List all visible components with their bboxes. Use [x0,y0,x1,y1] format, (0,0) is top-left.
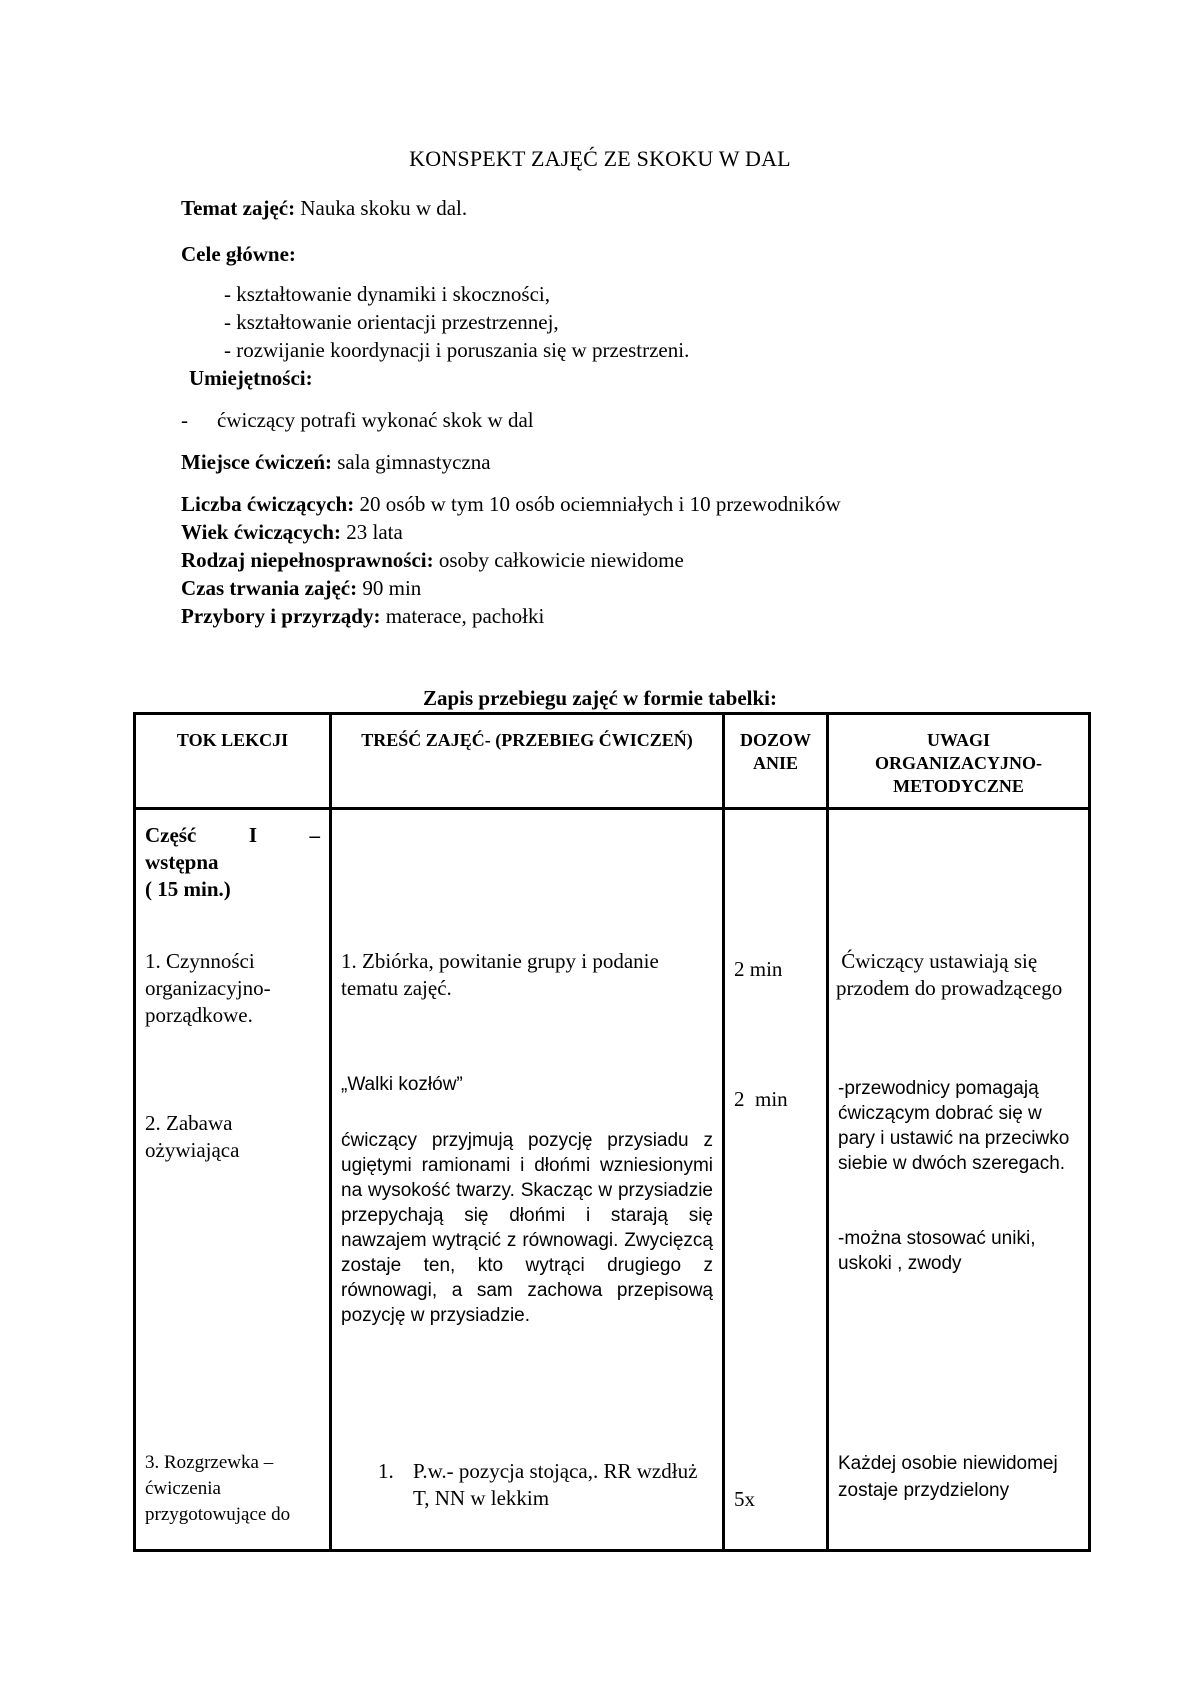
header-cell: TREŚĆ ZAJĘĆ- (PRZEBIEG ĆWICZEŃ) [331,714,724,809]
duration-line: Czas trwania zajęć: 90 min [181,576,422,600]
participants-line: Liczba ćwiczących: 20 osób w tym 10 osób ociemniałych i 10 przewodników [181,492,841,516]
dose-column [724,809,828,1551]
content-title: „Walki kozłów” [341,1074,463,1095]
note-item: -można stosować uniki, uskoki , zwody [838,1228,1036,1274]
skills-item: - ćwiczący potrafi wykonać skok w dal [181,408,534,432]
header-cell: TOK LEKCJI [135,714,331,809]
goals-label: Cele główne: [181,242,296,266]
dose-value: 2 min [734,1087,788,1111]
header-cell: UWAGI ORGANIZACYJNO- METODYCZNE [828,714,1090,809]
age-line: Wiek ćwiczących: 23 lata [181,520,403,544]
document-title: KONSPEKT ZAJĘĆ ZE SKOKU W DAL [409,146,791,171]
topic-label: Temat zajęć: [181,196,296,220]
content-item: P.w.- pozycja stojąca,. RR wzdłuż T, NN w lekkim [413,1459,698,1510]
table-header-row [135,714,1090,809]
place-label: Miejsce ćwiczeń: [181,450,332,474]
goal-item: - kształtowanie orientacji przestrzennej, [224,310,559,334]
skills-label: Umiejętności: [189,366,313,390]
bullet-dash: - [181,408,188,432]
equipment-line: Przybory i przyrządy: materace, pachołki [181,604,545,628]
content-item: ćwiczący przyjmują pozycję przysiadu z ugiętymi ramionami i dłońmi wzniesionymi na wysokość twarzy. Skacząc w przysiadzie przepychają się dłońmi i starają się nawzajem wytrącić z równowagi. Zwycięzcą zostaje ten, kto wytrąci drugiego z równowagi, a sam zachowa przepisową pozycję w przysiadzie. [341,1130,713,1326]
content-column [331,809,724,1551]
stage-item: 2. Zabawa ożywiająca [145,1111,240,1162]
topic-line [181,196,467,221]
note-item: -przewodnicy pomagają ćwiczącym dobrać się w pary i ustawić na przeciwko siebie w dwóch szeregach. [838,1078,1070,1174]
dose-value: 5x [734,1487,755,1511]
notes-column [828,809,1090,1551]
stage-item: 3. Rozgrzewka – ćwiczenia przygotowujące do [145,1452,291,1525]
table-row [135,809,1090,1551]
place-value: sala gimnastyczna [337,450,491,474]
stage-item: 1. Czynności organizacyjno- porządkowe. [145,949,271,1027]
goal-item: - kształtowanie dynamiki i skoczności, [224,282,551,306]
goal-item: - rozwijanie koordynacji i poruszania się w przestrzeni. [224,338,690,362]
content-item: 1. Zbiórka, powitanie grupy i podanie tematu zajęć. [341,949,659,1000]
lesson-table [133,712,1091,1552]
stage-column [135,809,331,1551]
topic-value: Nauka skoku w dal. [300,196,468,220]
disability-line: Rodzaj niepełnosprawności: osoby całkowicie niewidome [181,548,684,572]
header-cell: DOZOW ANIE [724,714,828,809]
part-heading: Część I – wstępna ( 15 min.) [145,823,320,901]
table-caption: Zapis przebiegu zajęć w formie tabelki: [422,686,778,710]
dose-value: 2 min [734,957,783,981]
place-line [181,450,491,475]
list-number: 1. [378,1459,394,1483]
note-item: Każdej osobie niewidomej zostaje przydzielony [838,1453,1058,1501]
note-item: Ćwiczący ustawiają się przodem do prowadzącego [836,949,1063,1000]
